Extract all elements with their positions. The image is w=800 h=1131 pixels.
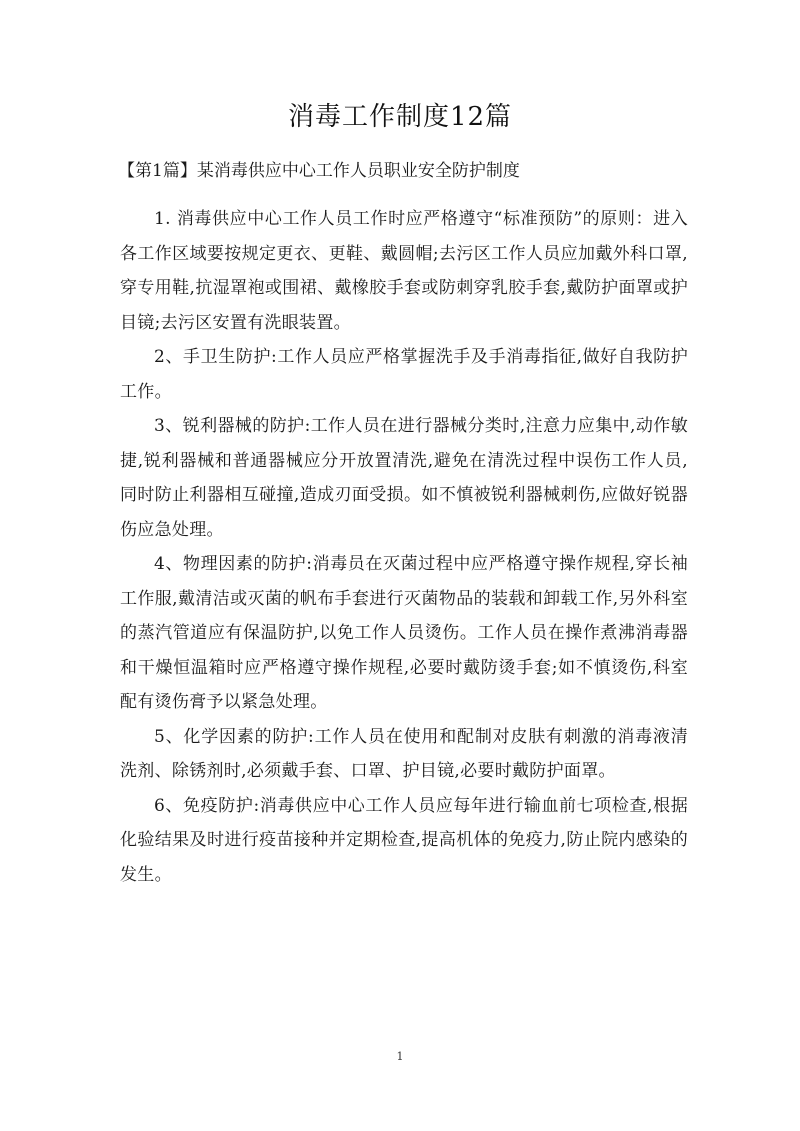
- section-heading: 【第1篇】某消毒供应中心工作人员职业安全防护制度: [118, 161, 520, 181]
- paragraph-2: 2、手卫生防护:工作人员应严格掌握洗手及手消毒指征,做好自我防护工作。: [120, 347, 688, 402]
- paragraph-6: 6、免疫防护:消毒供应中心工作人员应每年进行输血前七项检查,根据化验结果及时进行疫苗接种并定期检查,提高机体的免疫力,防止院内感染的发生。: [120, 795, 688, 885]
- paragraph-5: 5、化学因素的防护:工作人员在使用和配制对皮肤有刺激的消毒液清洗剂、除锈剂时,必须戴手套、口罩、护目镜,必要时戴防护面罩。: [120, 726, 688, 781]
- document-body: [120, 202, 688, 892]
- paragraph-1: 1. 消毒供应中心工作人员工作时应严格遵守“标准预防”的原则：进入各工作区域要按规定更衣、更鞋、戴圆帽;去污区工作人员应加戴外科口罩,穿专用鞋,抗湿罩袍或围裙、戴橡胶手套或防刺穿乳胶手套,戴防护面罩或护目镜;去污区安置有洗眼装置。: [120, 209, 688, 333]
- document-title: 消毒工作制度12篇: [287, 102, 513, 132]
- paragraph-4: 4、物理因素的防护:消毒员在灭菌过程中应严格遵守操作规程,穿长袖工作服,戴清洁或灭菌的帆布手套进行灭菌物品的装载和卸载工作,另外科室的蒸汽管道应有保温防护,以免工作人员烫伤。工作人员在操作煮沸消毒器和干燥恒温箱时应严格遵守操作规程,必要时戴防烫手套;如不慎烫伤,科室配有烫伤膏予以紧急处理。: [120, 554, 688, 712]
- paragraph-3: 3、锐利器械的防护:工作人员在进行器械分类时,注意力应集中,动作敏捷,锐利器械和普通器械应分开放置清洗,避免在清洗过程中误伤工作人员,同时防止利器相互碰撞,造成刃面受损。如不慎被锐利器械刺伤,应做好锐器伤应急处理。: [120, 416, 688, 540]
- page-number: 1: [396, 1050, 404, 1063]
